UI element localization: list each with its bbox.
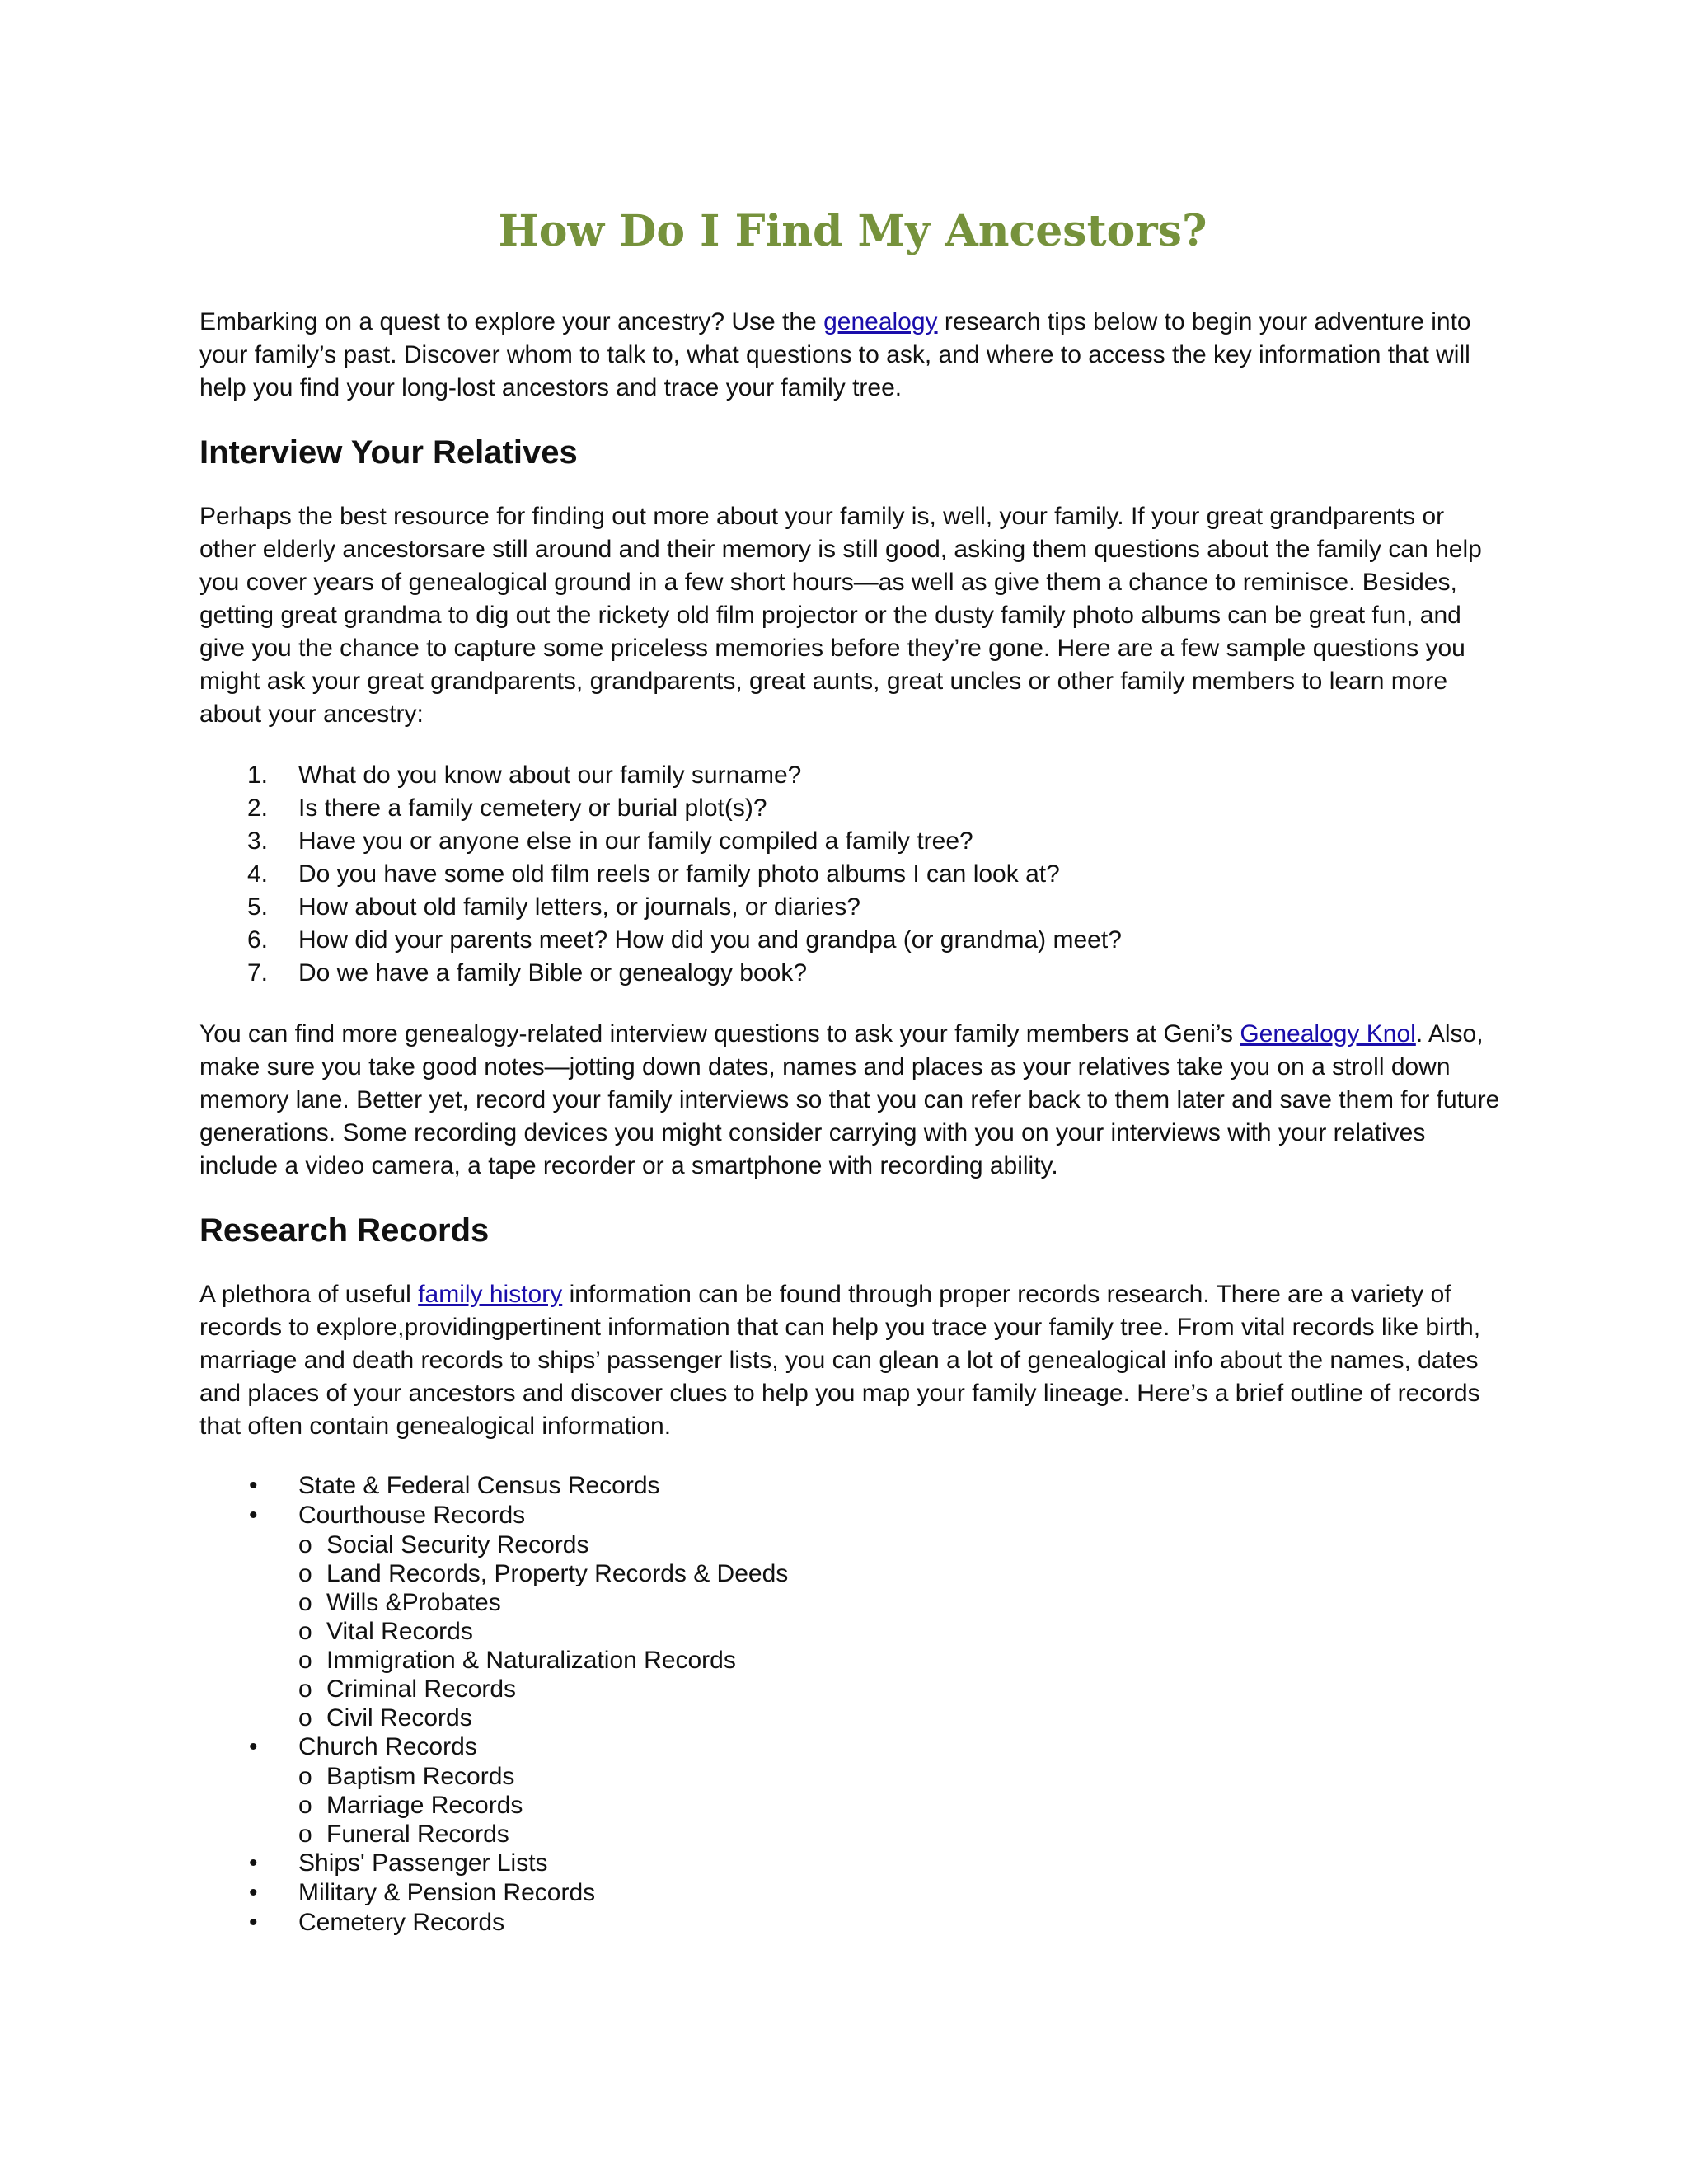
list-number: 6. (247, 926, 269, 954)
list-item-text: Church Records (298, 1733, 477, 1760)
sublist-item-text: Immigration & Naturalization Records (326, 1647, 736, 1674)
records-text-end: information can be found through proper records research. There are a variety of records to explore,providingpertinent information that can help you trace your family tree. From vital records like birth, marriage and death records to ships’ passenger lists, you can glean a lot of genealogical info about the names, dates and places of your ancestors and discover clues to help you map your family lineage. Here’s a brief outline of records that often contain genealogical information. (199, 1281, 1481, 1440)
list-item-text: Do you have some old film reels or family photo albums I can look at? (298, 860, 1060, 888)
document-page (199, 206, 1506, 1938)
bullet-icon: • (249, 1849, 258, 1877)
records-list (199, 1471, 1506, 1938)
list-item-text: State & Federal Census Records (298, 1472, 660, 1499)
list-item (199, 957, 1506, 990)
bullet-icon: • (249, 1909, 258, 1936)
list-number: 5. (247, 893, 269, 921)
sublist-item (298, 1646, 1506, 1675)
sublist-item (298, 1820, 1506, 1849)
genealogy-knol-link[interactable]: Genealogy Knol (1240, 1020, 1416, 1047)
list-item (199, 792, 1506, 825)
circle-bullet-icon: o (298, 1560, 312, 1587)
bullet-icon: • (249, 1733, 258, 1760)
list-item-text: How about old family letters, or journals, or diaries? (298, 893, 860, 921)
list-number: 3. (247, 827, 269, 855)
list-item-text: What do you know about our family surname? (298, 762, 802, 789)
bullet-icon: • (249, 1472, 258, 1499)
list-item (199, 1732, 1506, 1849)
sublist-item-text: Funeral Records (326, 1821, 509, 1848)
list-item-text: Have you or anyone else in our family compiled a family tree? (298, 827, 973, 855)
list-item (199, 1878, 1506, 1908)
circle-bullet-icon: o (298, 1647, 312, 1674)
section-heading-interview: Interview Your Relatives (199, 434, 578, 471)
sublist-item (298, 1530, 1506, 1559)
followup-text-end: . Also, make sure you take good notes—jotting down dates, names and places as your relatives take you on a stroll down memory lane. Better yet, record your family interviews so that you can refer back to them later and save them for future generations. Some recording devices you might consider carrying with you on your interviews with your relatives include a video camera, a tape recorder or a smartphone with recording ability. (199, 1020, 1500, 1179)
courthouse-sublist (298, 1530, 1506, 1732)
interview-paragraph: Perhaps the best resource for finding out more about your family is, well, your family. If your great grandparents or other elderly ancestorsare still around and their memory is still good, asking them questions about the family can help you cover years of genealogical ground in a few short hours—as well as give them a chance to reminisce. Besides, getting great grandma to dig out the rickety old film projector or the dusty family photo albums can be great fun, and give you the chance to capture some priceless memories before they’re gone. Here are a few sample questions you might ask your great grandparents, grandparents, great aunts, great uncles or other family members to learn more about your ancestry: (199, 503, 1482, 728)
intro-text-start: Embarking on a quest to explore your ancestry? Use the (199, 308, 824, 335)
intro-paragraph (199, 306, 1506, 405)
church-sublist (298, 1762, 1506, 1849)
interview-questions-list (199, 759, 1506, 990)
list-number: 2. (247, 794, 269, 822)
list-item (199, 858, 1506, 891)
circle-bullet-icon: o (298, 1618, 312, 1645)
sublist-item-text: Criminal Records (326, 1675, 517, 1703)
list-number: 1. (247, 762, 269, 789)
list-item-text: Ships' Passenger Lists (298, 1849, 548, 1877)
circle-bullet-icon: o (298, 1531, 312, 1558)
list-item (199, 759, 1506, 792)
list-item-text: Courthouse Records (298, 1502, 526, 1529)
records-text-start: A plethora of useful (199, 1281, 419, 1308)
followup-paragraph (199, 1018, 1506, 1183)
list-number: 4. (247, 860, 269, 888)
list-item (199, 825, 1506, 858)
list-item (199, 891, 1506, 924)
genealogy-link[interactable]: genealogy (823, 308, 938, 335)
circle-bullet-icon: o (298, 1704, 312, 1732)
sublist-item (298, 1704, 1506, 1732)
circle-bullet-icon: o (298, 1821, 312, 1848)
family-history-link[interactable]: family history (418, 1281, 563, 1308)
list-item-text: Is there a family cemetery or burial plot(s)? (298, 794, 767, 822)
sublist-item (298, 1588, 1506, 1617)
sublist-item (298, 1617, 1506, 1646)
list-item (199, 1471, 1506, 1501)
sublist-item-text: Land Records, Property Records & Deeds (326, 1560, 789, 1587)
list-item (199, 1849, 1506, 1878)
list-item (199, 1908, 1506, 1938)
section-heading-records: Research Records (199, 1212, 490, 1249)
sublist-item (298, 1675, 1506, 1704)
sublist-item-text: Social Security Records (326, 1531, 589, 1558)
sublist-item (298, 1791, 1506, 1820)
records-paragraph (199, 1278, 1506, 1443)
list-item-text: Military & Pension Records (298, 1879, 596, 1906)
sublist-item-text: Marriage Records (326, 1792, 523, 1819)
circle-bullet-icon: o (298, 1675, 312, 1703)
list-item-text: Do we have a family Bible or genealogy book? (298, 959, 808, 987)
followup-text-start: You can find more genealogy-related interview questions to ask your family members at Geni’s (199, 1020, 1240, 1047)
circle-bullet-icon: o (298, 1792, 312, 1819)
sublist-item (298, 1559, 1506, 1588)
intro-text-end: research tips below to begin your adventure into your family’s past. Discover whom to talk to, what questions to ask, and where to access the key information that will help you find your long-lost ancestors and trace your family tree. (199, 308, 1471, 401)
sublist-item-text: Civil Records (326, 1704, 472, 1732)
circle-bullet-icon: o (298, 1763, 312, 1790)
sublist-item-text: Baptism Records (326, 1763, 515, 1790)
sublist-item (298, 1762, 1506, 1791)
sublist-item-text: Wills &Probates (326, 1589, 501, 1616)
bullet-icon: • (249, 1502, 258, 1529)
bullet-icon: • (249, 1879, 258, 1906)
circle-bullet-icon: o (298, 1589, 312, 1616)
list-item-text: How did your parents meet? How did you and grandpa (or grandma) meet? (298, 926, 1122, 954)
list-item (199, 1501, 1506, 1732)
list-item (199, 924, 1506, 957)
page-title: How Do I Find My Ancestors? (498, 206, 1207, 256)
list-item-text: Cemetery Records (298, 1909, 505, 1936)
sublist-item-text: Vital Records (326, 1618, 473, 1645)
list-number: 7. (247, 959, 269, 987)
